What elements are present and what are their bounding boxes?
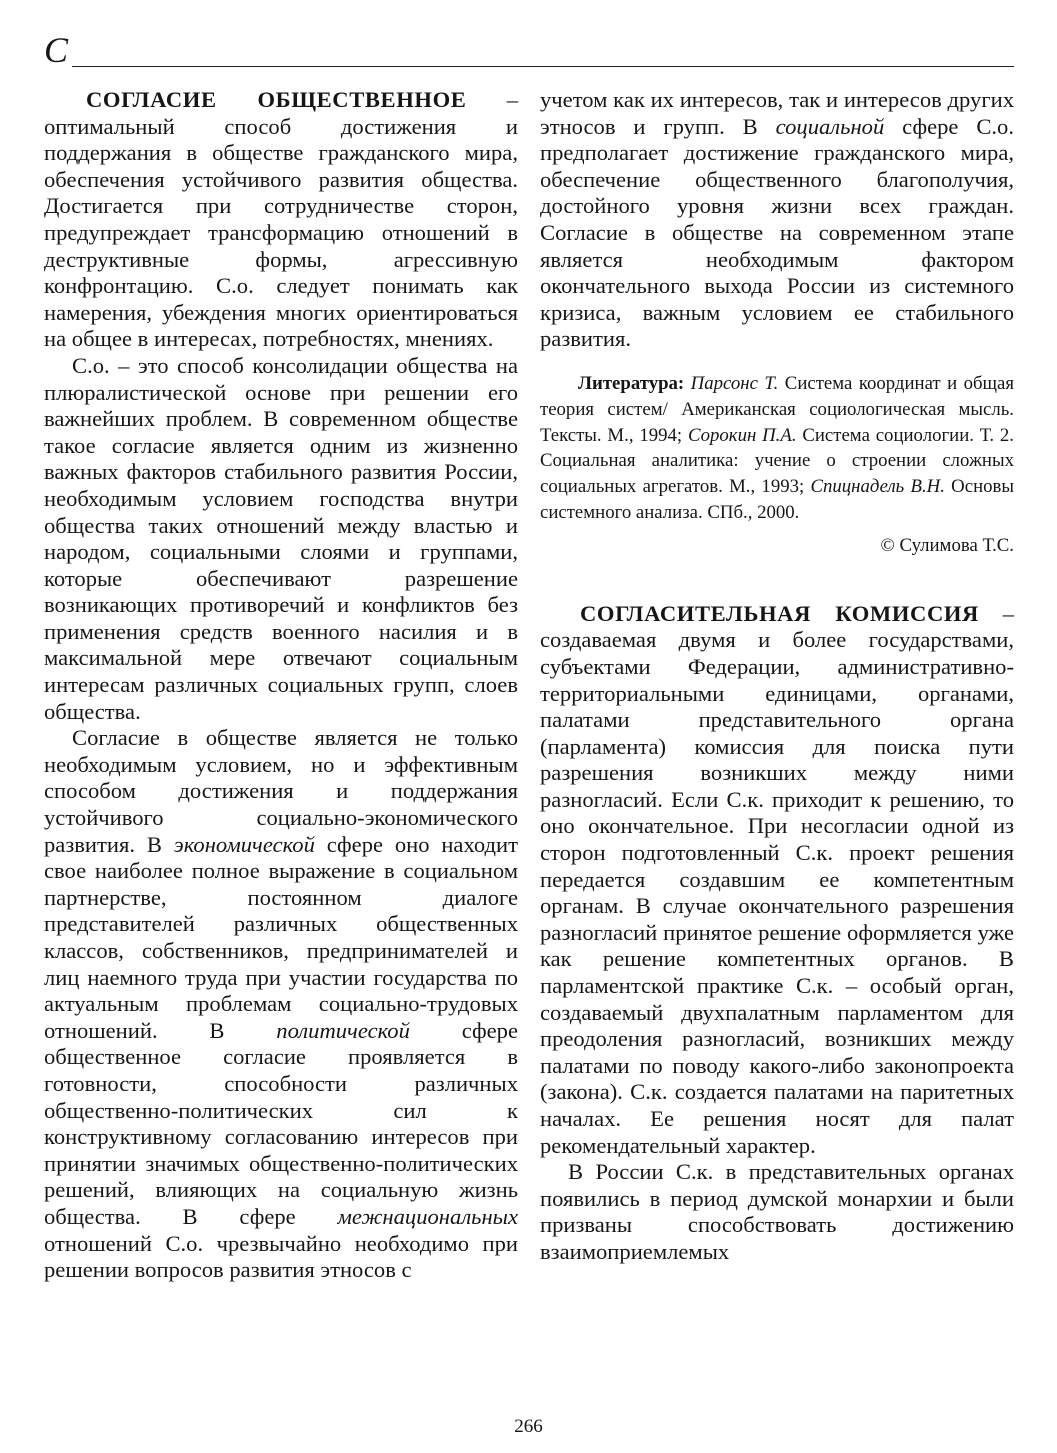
entry-komissiya-paragraph-2: В России С.к. в представительных органах появились в период думской монархии и были призваны способствовать достижению взаимоприемлемых [540,1159,1014,1264]
literature-block [540,371,1014,526]
italic-term: социальной [775,113,885,139]
reference-text: Основы системного анализа. СПб., 2000. [540,476,1014,523]
page-number: 266 [514,1416,543,1437]
headword-soglasie: СОГЛАСИЕ ОБЩЕСТВЕННОЕ [86,87,467,112]
text-run: сфере оно находит свое наиболее полное выражение в социальном партнерстве, постоянном диалоге представителей различных общественных классов, собственников, предпринимателей и лиц наемного труда при участии государства по актуальным проблемам социально-трудовых отношений. В [44,831,519,1043]
text-run: отношений С.о. чрезвычайно необходимо при решении вопросов развития этносов с [44,1230,518,1283]
entry-soglasie-paragraph-3 [44,725,518,1283]
reference-text: Система социологии. Т. 2. Социальная аналитика: учение о строении сложных социальных агрегатов. М., 1993; [540,424,1014,498]
text-run: Согласие в обществе является не только необходимым условием, но и эффективным способом достижения и поддержания устойчивого социально-экономического развития. В [44,725,518,857]
text-run: учетом как их интересов, так и интересов других этносов и групп. В [540,87,1014,139]
italic-term: экономической [173,831,315,857]
text-run: сфере общественное согласие проявляется в готовности, способности различных общественно-политических сил к конструктивному согласованию интересов при принятии значимых общественно-политических решений, влияющих на социальную жизнь общества. В сфере [44,1017,518,1229]
author-name: Сорокин П.А. [687,424,797,446]
section-letter: С [44,30,69,70]
entry-soglasie-paragraph-1 [44,87,518,353]
header-rule [72,66,1014,67]
right-column [540,87,1014,1266]
author-name: Спицнадель В.Н. [810,476,945,498]
italic-term: межнациональных [337,1203,518,1229]
reference-text: Система координат и общая теория систем/ Американская социологическая мысль. Тексты. М., 1994; [540,372,1014,446]
author-name: Парсонс Т. [690,372,779,394]
italic-term: политической [276,1017,410,1043]
entry-soglasie-definition: – оптимальный способ достижения и поддержания в обществе гражданского мира, обеспечения устойчивого развития общества. Достигается при сотрудничестве сторон, предупреждает трансформацию отношений в деструктивные формы, агрессивную конфронтацию. С.о. следует понимать как намерения, убеждения многих ориентироваться на общее в интересах, потребностях, мнениях. [44,87,518,352]
author-signature: © Сулимова Т.С. [880,534,1014,556]
text-run: сфере С.о. предполагает достижение гражданского мира, обеспечение общественного благополучия, достойного уровня жизни всех граждан. Согласие в обществе на современном этапе является необходимым фактором окончательного выхода России из системного кризиса, важным условием ее стабильного развития. [540,113,1014,352]
entry-komissiya-definition: – создаваемая двумя и более государствами, субъектами Федерации, административно-территориальными единицами, органами, палатами представительного органа (парламента) комиссия для поиска пути разрешения возникших между ними разногласий. Если С.к. приходит к решению, то оно окончательное. При несогласии одной из сторон подготовленный С.к. проект решения передается создавшим ее компетентным органам. В случае окончательного разрешения разногласий принятое решение оформляется уже как решение компетентных органов. В парламентской практике С.к. – особый орган, создаваемый двухпалатным парламентом для преодоления разногласий, возникших между палатами по поводу какого-либо законопроекта (закона). С.к. создается палатами на паритетных началах. Ее решения носят для палат рекомендательный характер. [540,600,1014,1158]
headword-komissiya: СОГЛАСИТЕЛЬНАЯ КОМИССИЯ [580,600,979,626]
literature-label: Литература: [578,372,685,394]
entry-komissiya-paragraph-1 [540,601,1014,1159]
left-column [44,87,518,1284]
entry-soglasie-paragraph-3-continued [540,87,1014,353]
entry-soglasie-paragraph-2: С.о. – это способ консолидации общества на плюралистической основе при решении его важнейших проблем. В современном обществе такое согласие является одним из жизненно важных факторов стабильного развития России, необходимым условием господства внутри общества таких отношений между властью и народом, социальными слоями и группами, которые обеспечивают разрешение возникающих противоречий и конфликтов без применения средств военного насилия и в максимальной мере отвечают социальным интересам различных социальных групп, слоев общества. [44,352,518,724]
